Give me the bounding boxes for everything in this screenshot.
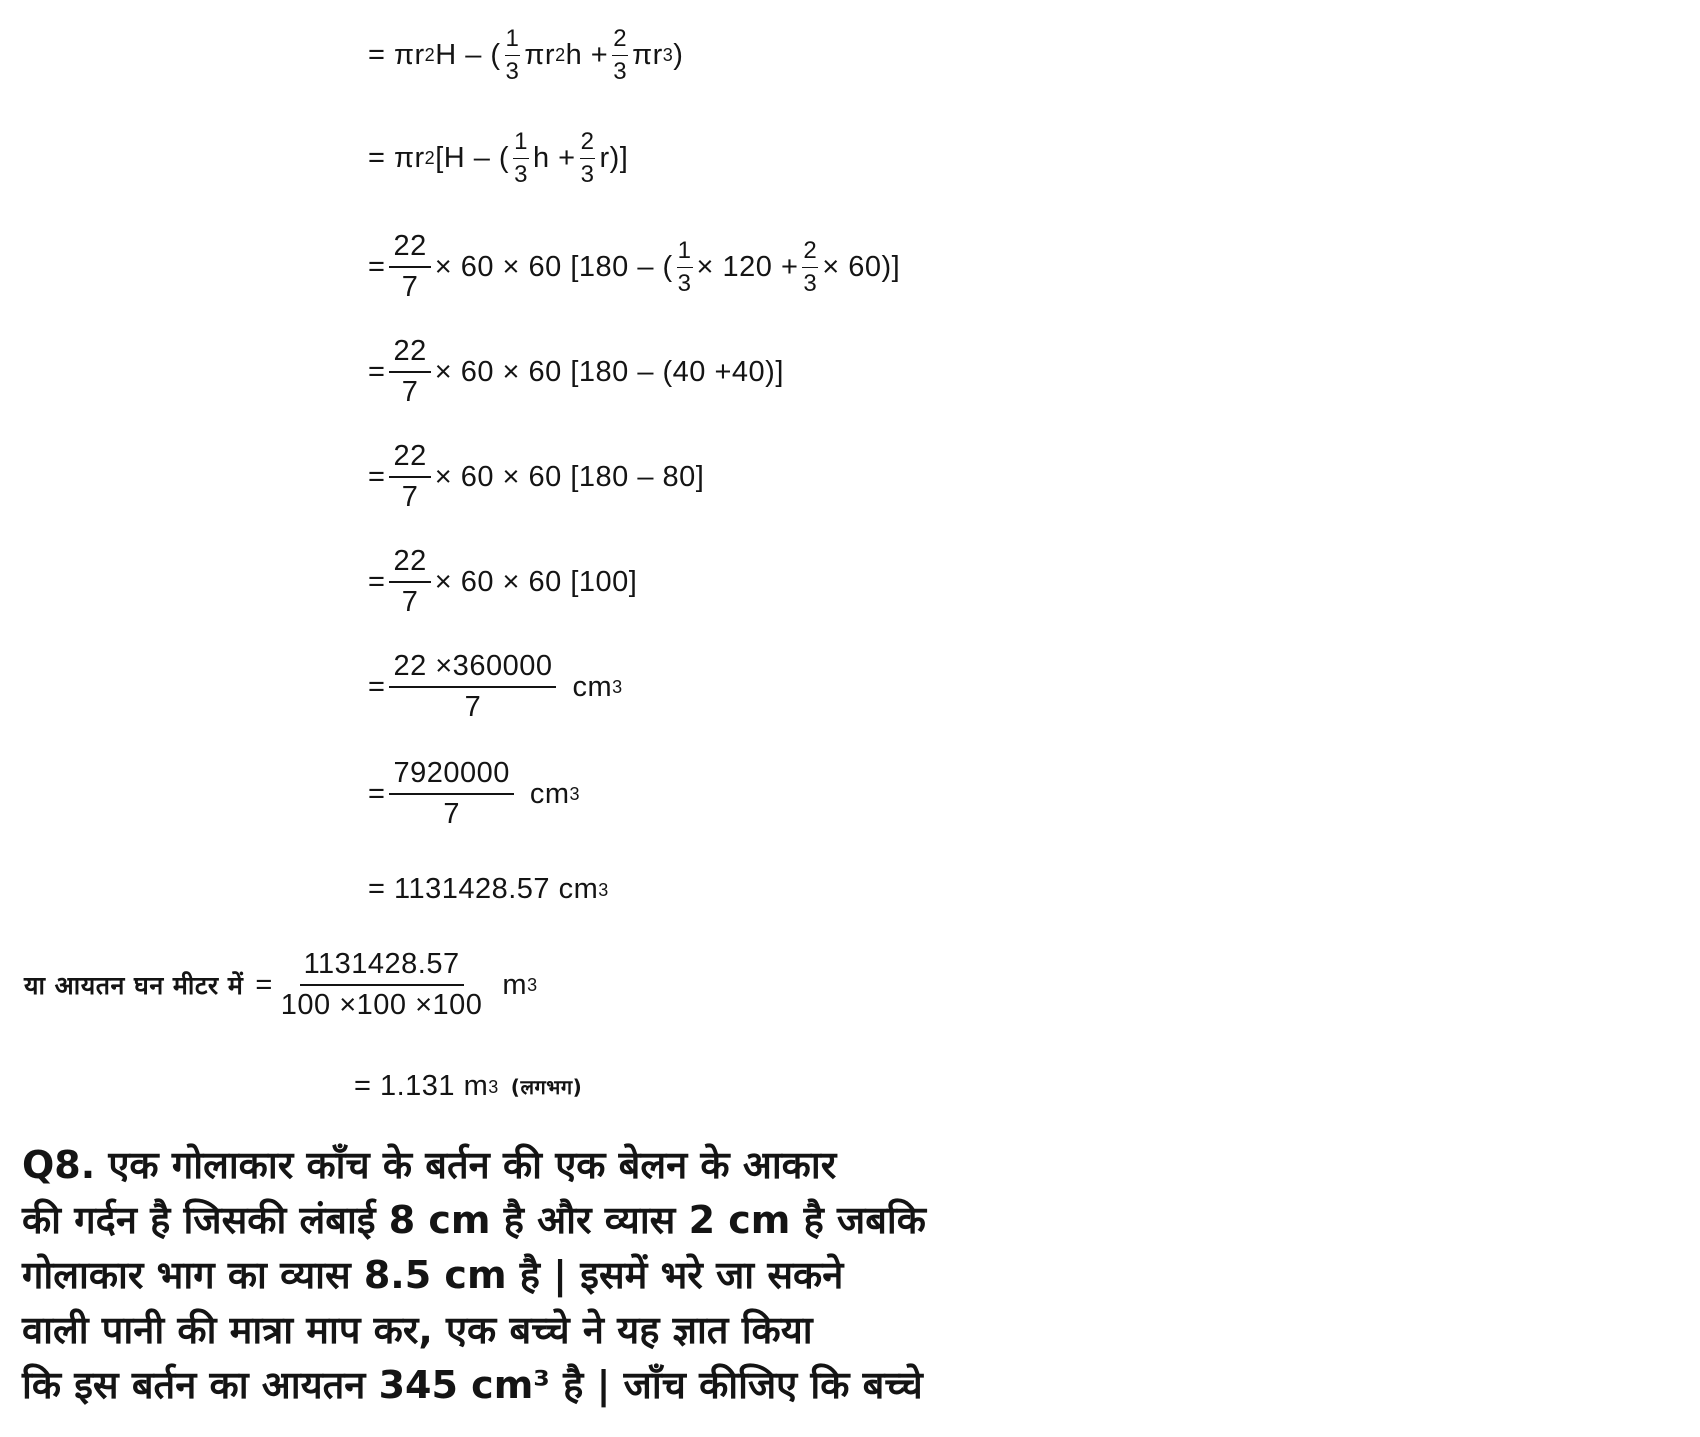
question-line: वाली पानी की मात्रा माप कर, एक बच्चे ने यह ज्ञात किया bbox=[22, 1308, 813, 1352]
numerator: 22 bbox=[389, 545, 430, 583]
denominator: 7 bbox=[443, 798, 460, 831]
expr-text: × 60 × 60 [180 – (40 +40)] bbox=[434, 355, 784, 388]
expr-text: = bbox=[368, 670, 386, 703]
numerator: 22 ×360000 bbox=[389, 650, 556, 688]
question-line: गोलाकार भाग का व्यास 8.5 cm है | इसमें भरे जा सकने bbox=[22, 1253, 844, 1297]
expr-text: cm bbox=[572, 670, 613, 703]
fraction bbox=[389, 440, 430, 515]
fraction bbox=[389, 650, 556, 725]
expr-text: = 1131428.57 cm bbox=[368, 873, 599, 905]
fraction bbox=[513, 128, 529, 188]
hindi-label: या आयतन घन मीटर में bbox=[24, 971, 244, 1001]
denominator: 7 bbox=[401, 271, 419, 304]
expr-text: ) bbox=[673, 38, 684, 71]
numerator: 1 bbox=[505, 25, 521, 56]
expr-text: × 60 × 60 [100] bbox=[434, 565, 638, 598]
fraction bbox=[389, 757, 513, 832]
denominator: 3 bbox=[677, 269, 692, 297]
question-line: की गर्दन है जिसकी लंबाई 8 cm है और व्यास 2 cm है जबकि bbox=[22, 1198, 926, 1242]
expr-text: × 60)] bbox=[822, 250, 901, 283]
fraction bbox=[277, 948, 487, 1023]
numerator: 22 bbox=[389, 440, 430, 478]
fraction bbox=[505, 25, 521, 85]
expr-text: = πr bbox=[368, 141, 425, 174]
numerator: 7920000 bbox=[389, 757, 513, 795]
numerator: 22 bbox=[389, 230, 430, 268]
expr-text: r)] bbox=[599, 141, 629, 174]
question-line: कि इस बर्तन का आयतन 345 cm³ है | जाँच कीजिए कि बच्चे bbox=[22, 1363, 923, 1407]
denominator: 3 bbox=[803, 269, 818, 297]
denominator: 3 bbox=[514, 160, 528, 188]
expr-text: × 60 × 60 [180 – 80] bbox=[434, 460, 705, 493]
fraction bbox=[612, 25, 628, 85]
expr-text: × 120 + bbox=[696, 250, 799, 283]
solution-line-9: = 1131428.57 cm 3 bbox=[368, 873, 609, 905]
fraction bbox=[802, 237, 818, 297]
expr-text: h + bbox=[565, 38, 609, 71]
numerator: 1131428.57 bbox=[300, 948, 464, 986]
solution-line-10: या आयतन घन मीटर में = $\frac{1131428.57}{100 \times 100 \times 100}$ m 3 bbox=[24, 948, 538, 1022]
solution-line-7: = $\frac{22 \times 360000}{7}$ cm 3 bbox=[368, 650, 623, 724]
expr-text: = bbox=[255, 968, 273, 1001]
denominator: 100 ×100 ×100 bbox=[280, 989, 483, 1022]
expr-text: H – ( bbox=[435, 38, 501, 71]
denominator: 7 bbox=[464, 691, 482, 724]
numerator: 2 bbox=[612, 25, 628, 56]
expr-text: πr bbox=[524, 38, 556, 71]
expr-text: m bbox=[502, 968, 528, 1001]
denominator: 7 bbox=[401, 376, 419, 409]
expr-text: = πr bbox=[368, 38, 425, 71]
fraction bbox=[389, 230, 430, 305]
solution-line-5 bbox=[368, 440, 704, 515]
expr-text: = 1.131 m bbox=[354, 1070, 489, 1102]
expr-text: = bbox=[368, 777, 386, 810]
solution-line-8: = $\frac{7920000}{7}$ cm 3 bbox=[368, 757, 581, 831]
expr-text: [H – ( bbox=[435, 141, 510, 174]
expr-text: = bbox=[368, 355, 386, 388]
expr-text: h + bbox=[532, 141, 576, 174]
denominator: 3 bbox=[580, 160, 595, 188]
fraction bbox=[677, 237, 693, 297]
expr-text: = bbox=[368, 250, 386, 283]
denominator: 3 bbox=[505, 57, 520, 85]
solution-line-6 bbox=[368, 545, 637, 620]
question-q8 bbox=[22, 1138, 1172, 1413]
numerator: 22 bbox=[389, 335, 430, 373]
denominator: 7 bbox=[401, 481, 419, 514]
numerator: 2 bbox=[802, 237, 818, 268]
expr-text: × 60 × 60 [180 – ( bbox=[434, 250, 673, 283]
expr-text: = bbox=[368, 565, 386, 598]
fraction bbox=[389, 545, 430, 620]
solution-line-1: = πr 2 H – ( $\frac{1}{3}$ πr 2 h + $\frac{2}{3}$ πr 3 ) bbox=[368, 25, 684, 85]
expr-text: = bbox=[368, 460, 386, 493]
denominator: 3 bbox=[613, 57, 628, 85]
question-line: Q8. एक गोलाकार काँच के बर्तन की एक बेलन के आकार bbox=[22, 1143, 837, 1187]
solution-line-3 bbox=[368, 230, 900, 305]
solution-line-4 bbox=[368, 335, 784, 410]
solution-line-2: = πr 2 [H – ( $\frac{1}{3}$ h + $\frac{2}{3}$ r)] bbox=[368, 128, 629, 188]
expr-text: cm bbox=[529, 777, 570, 810]
denominator: 7 bbox=[401, 586, 419, 619]
solution-line-11: = 1.131 m 3 (लगभग) bbox=[354, 1070, 583, 1102]
numerator: 1 bbox=[677, 237, 693, 268]
hindi-note: (लगभग) bbox=[510, 1075, 583, 1099]
numerator: 2 bbox=[580, 128, 596, 159]
fraction bbox=[389, 335, 430, 410]
numerator: 1 bbox=[513, 128, 529, 159]
fraction bbox=[580, 128, 596, 188]
expr-text: πr bbox=[632, 38, 663, 71]
